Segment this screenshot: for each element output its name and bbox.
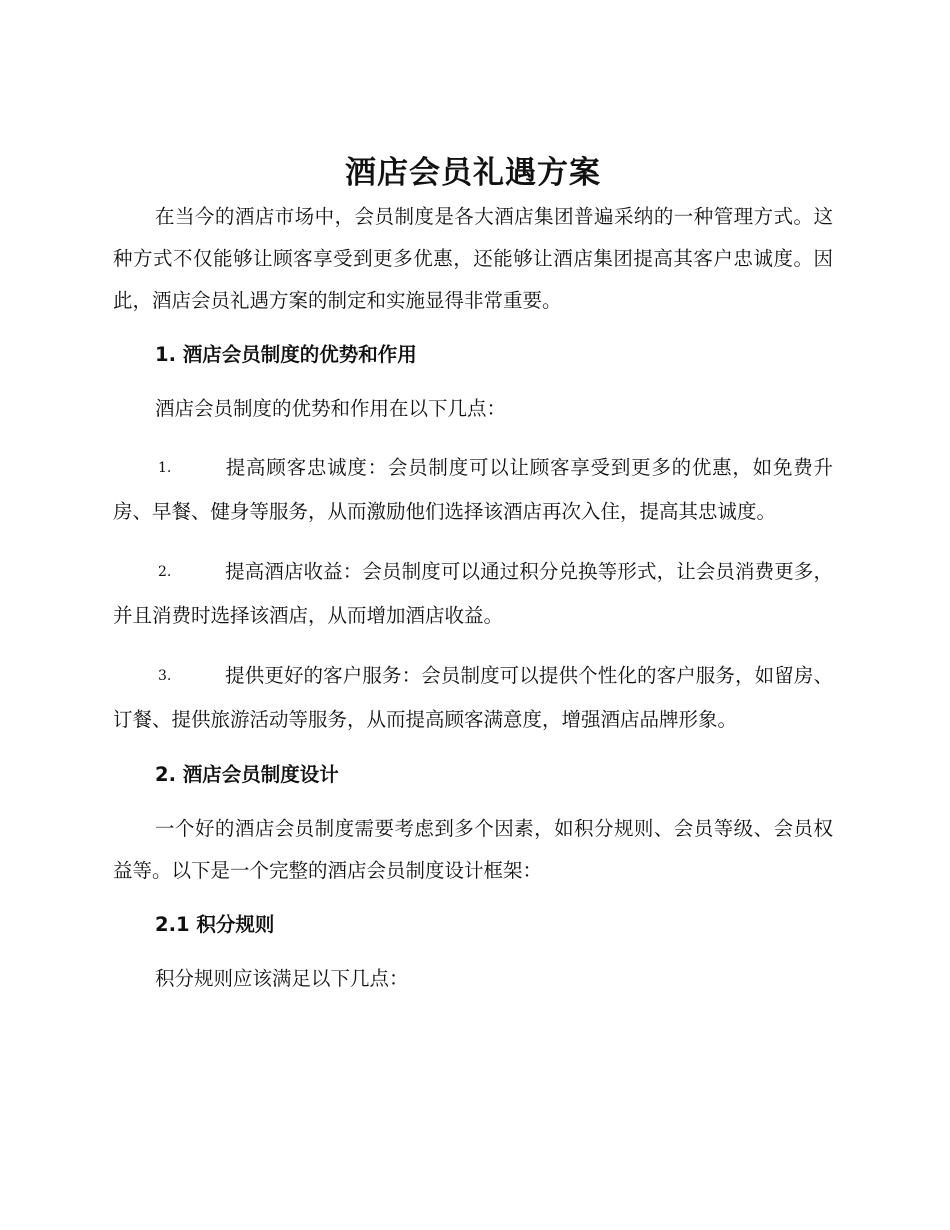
spacer: [113, 376, 833, 388]
section-1-heading: 1. 酒店会员制度的优势和作用: [155, 343, 417, 366]
section-1-lead: 酒店会员制度的优势和作用在以下几点：: [155, 397, 507, 420]
list-item-text: 提高顾客忠诚度：会员制度可以让顾客享受到更多的优惠，如免费升房、早餐、健身等服务，从而激励他们选择该酒店再次入住，提高其忠诚度。: [113, 456, 833, 523]
list-item-1: [113, 446, 833, 534]
spacer: [113, 796, 833, 808]
list-number: 2.: [158, 564, 172, 580]
intro-paragraph: 在当今的酒店市场中，会员制度是各大酒店集团普遍采纳的一种管理方式。这种方式不仅能够让顾客享受到更多优惠，还能够让酒店集团提高其客户忠诚度。因此，酒店会员礼遇方案的制定和实施显得非常重要。: [113, 205, 833, 312]
spacer: [113, 322, 833, 334]
document-body: [113, 150, 833, 1000]
list-item-3: [113, 654, 833, 742]
spacer: [113, 892, 833, 904]
spacer: [113, 946, 833, 958]
list-item-text: 提高酒店收益：会员制度可以通过积分兑换等形式，让会员消费更多，并且消费时选择该酒店，从而增加酒店收益。: [113, 560, 833, 627]
document-title: 酒店会员礼遇方案: [345, 155, 601, 191]
spacer: [113, 742, 833, 754]
section-2-lead: 一个好的酒店会员制度需要考虑到多个因素，如积分规则、会员等级、会员权益等。以下是一个完整的酒店会员制度设计框架：: [113, 817, 833, 882]
spacer: [113, 534, 833, 550]
list-number: 3.: [158, 668, 172, 684]
list-number: 1.: [158, 460, 172, 476]
section-2-1-lead: 积分规则应该满足以下几点：: [155, 967, 409, 990]
section-2-heading: 2. 酒店会员制度设计: [155, 763, 339, 786]
spacer: [113, 638, 833, 654]
section-2-1-heading: 2.1 积分规则: [155, 913, 275, 936]
spacer: [113, 430, 833, 446]
list-item-2: [113, 550, 833, 638]
list-item-text: 提供更好的客户服务：会员制度可以提供个性化的客户服务，如留房、订餐、提供旅游活动等服务，从而提高顾客满意度，增强酒店品牌形象。: [113, 664, 833, 731]
